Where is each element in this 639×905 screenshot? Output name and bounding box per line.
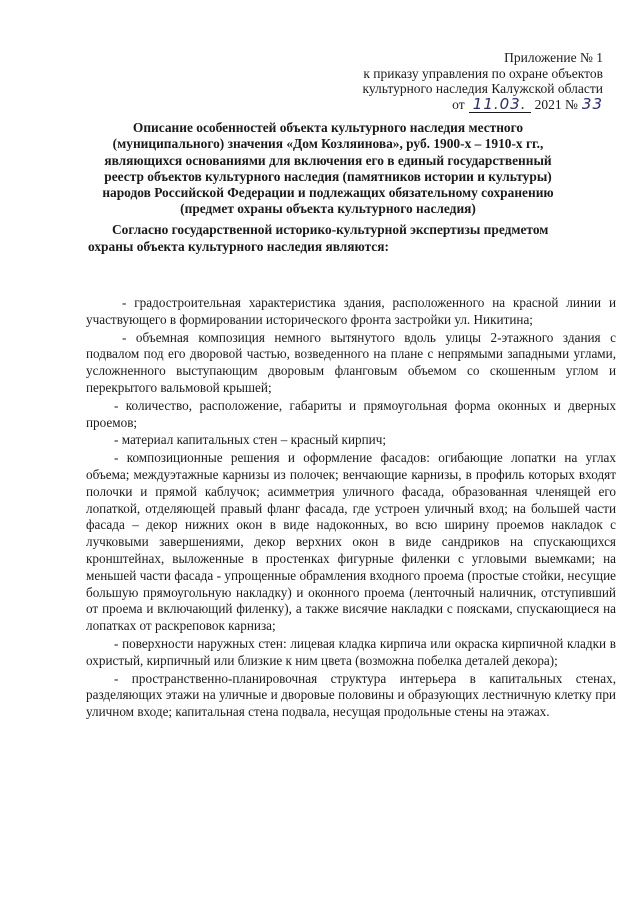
list-item: - материал капитальных стен – красный кирпич; xyxy=(114,432,387,448)
list-item: - пространственно-планировочная структура интерьера в капитальных стенах, разделяющих этажи на уличные и дворовые половины и образующих лестничную клетку при уличном входе; капитальная стена подвала, несущая продольные стены на этажах. xyxy=(86,670,616,720)
list-item: - количество, расположение, габариты и прямоугольная форма оконных и дверных проемов; xyxy=(86,397,616,430)
appendix-line-2: к приказу управления по охране объектов xyxy=(363,65,603,81)
appendix-header xyxy=(362,50,603,113)
handwritten-date: 11.03. xyxy=(469,97,531,114)
date-prefix: от xyxy=(452,96,465,112)
list-item: - композиционные решения и оформление фасадов: огибающие лопатки на углах объема; междуэтажные карнизы из полочек; венчающие карнизы, в профиль которых входят полочки и прямой каблучок; асимметрия уличного фасада, образованная членящей его лопаткой, отделяющей правый фланг фасада, где устроен уличный вход; на большей части фасада – декор нижних окон в виде надоконных, во всю ширину проемов накладок с лучковыми завершениями, декор верхних окон в виде сандриков на спускающихся кронштейнах, выложенные в простенках фигурные филенки с угловыми выемками; на меньшей части фасада - упрощенные обрамления входного проема (простые стойки, несущие большую прямоугольную накладку) и оконного проема (ленточный наличник, отступивший от проема и включающий филенку), а также висячие накладки с поясками, спускающиеся на лопатках от раскреповок карниза; xyxy=(86,450,616,634)
appendix-line-1: Приложение № 1 xyxy=(504,50,603,65)
title-line: являющихся основаниями для включения его в единый государственный xyxy=(104,152,552,168)
intro-line-1: Согласно государственной историко-культурной экспертизы предметом xyxy=(112,222,549,237)
year-number-label: 2021 № xyxy=(534,96,578,112)
protection-items-list xyxy=(86,295,616,722)
list-item: - градостроительная характеристика здания, расположенного на красной линии и участвующего в формировании исторического фронта застройки ул. Никитина; xyxy=(86,295,616,327)
list-item: - объемная композиция немного вытянутого вдоль улицы 2-этажного здания с подвалом под его дворовой частью, возведенного на плане с непрямыми западными углами, усложненного выступающим дворовым фланговым объемом со скошенным углом и перекрытого вальмовой крышей; xyxy=(86,329,616,395)
appendix-line-3: культурного наследия Калужской области xyxy=(362,81,603,96)
title-line: (предмет охраны объекта культурного наследия) xyxy=(180,201,476,217)
appendix-date-line xyxy=(362,94,603,114)
document-title xyxy=(58,120,598,218)
title-line: Описание особенностей объекта культурного наследия местного xyxy=(132,120,524,135)
list-item: - поверхности наружных стен: лицевая кладка кирпича или окраска кирпичной кладки в охристый, кирпичный или близкие к ним цвета (возможна побелка деталей декора); xyxy=(86,635,616,668)
title-line: (муниципального) значения «Дом Козляинова», руб. 1900-х – 1910-х гг., xyxy=(112,136,544,152)
handwritten-number: 33 xyxy=(581,94,603,113)
intro-line-2: охраны объекта культурного наследия являются: xyxy=(88,238,389,254)
title-line: народов Российской Федерации и подлежащих обязательному сохранению xyxy=(102,185,554,201)
intro-heading xyxy=(88,222,612,255)
title-line: реестр объектов культурного наследия (памятников истории и культуры) xyxy=(104,168,552,184)
